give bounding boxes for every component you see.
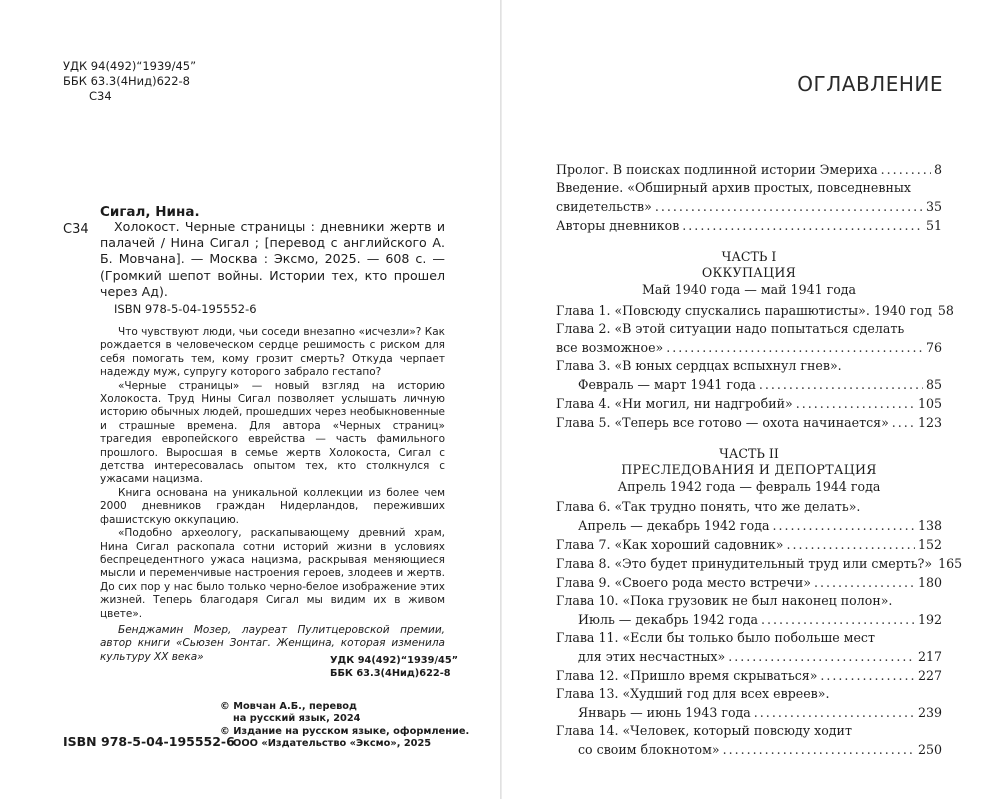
toc-entry [556, 375, 942, 394]
toc-page-number: 35 [925, 199, 942, 214]
toc-entry-title: Пролог. В поисках подлинной истории Эмериха [556, 162, 878, 177]
udk-classification-bottom [330, 655, 458, 680]
copyright-line: ООО «Издательство «Эксмо», 2025 [233, 737, 432, 749]
toc-leader [761, 610, 915, 629]
toc-page-number: 58 [937, 303, 954, 318]
copyright-line: © Мовчан А.Б., перевод [220, 701, 357, 712]
author-mark-side: С34 [63, 222, 89, 237]
copyright-line: на русский язык, 2024 [233, 713, 361, 725]
quote-attribution: Бенджамин Мозер, лауреат Пулитцеровской премии, автор книги «Сьюзен Зонтаг. Женщина, которая изменила культуру XX века» [100, 623, 445, 663]
author-mark: С34 [89, 89, 112, 103]
toc-entry-title: Глава 7. «Как хороший садовник» [556, 537, 784, 552]
isbn-bottom: ISBN 978-5-04-195552-6 [63, 734, 235, 749]
toc-page-number: 8 [933, 162, 942, 177]
toc-leader [682, 216, 923, 235]
toc-leader [892, 413, 915, 432]
part-dates: Май 1940 года — май 1941 года [641, 282, 857, 297]
toc-page-number: 152 [917, 537, 942, 552]
toc-entry-title: Апрель — декабрь 1942 года [578, 518, 770, 533]
part-label: ЧАСТЬ I [721, 249, 777, 264]
biblio-text: Холокост. Черные страницы : дневники жертв и палачей / Нина Сигал ; [перевод с английского А. Б. Мовчана]. — Москва : Эксмо, 2025. — 608 с. — (Громкий шепот войны. Истории тех, кто прошел через Ад). [100, 219, 445, 299]
toc-entry [556, 394, 942, 413]
toc-entry [556, 740, 942, 759]
toc-leader [759, 375, 923, 394]
udk-classification-top [63, 59, 196, 104]
toc-entry [556, 338, 942, 357]
toc-entry [556, 647, 942, 666]
toc-entry-title: Глава 6. «Так трудно понять, что же делать». [556, 499, 861, 514]
toc-entry-title: Глава 13. «Худший год для всех евреев». [556, 686, 830, 701]
toc-page-number: 180 [917, 575, 942, 590]
toc-entry-title: Глава 8. «Это будет принудительный труд или смерть?» [556, 556, 933, 571]
toc-leader [773, 516, 915, 535]
toc-page-number: 239 [917, 705, 942, 720]
toc-leader [728, 647, 915, 666]
toc-entry-title: свидетельств» [556, 199, 652, 214]
toc-page-number: 123 [917, 415, 942, 430]
toc-entry [556, 554, 963, 573]
toc-leader [723, 740, 915, 759]
toc-entry-title: Глава 10. «Пока грузовик не был наконец полон». [556, 593, 893, 608]
toc-leader [796, 394, 915, 413]
toc-page-number: 165 [938, 556, 963, 571]
copyright-line: © Издание на русском языке, оформление. [220, 725, 470, 737]
toc-entry-title: Авторы дневников [556, 218, 680, 233]
toc-entry [556, 573, 942, 592]
toc-leader [814, 573, 915, 592]
toc-entry-title: со своим блокнотом» [578, 742, 720, 757]
toc-entry-title: Глава 9. «Своего рода место встречи» [556, 575, 811, 590]
toc-entry [556, 703, 942, 722]
toc-entry-title: Глава 1. «Повсюду спускались парашютисты». 1940 год [556, 303, 932, 318]
toc-entry [556, 666, 942, 685]
toc-entry-title: Глава 4. «Ни могил, ни надгробий» [556, 396, 793, 411]
toc-page-number: 85 [925, 377, 942, 392]
toc-entry-title: все возможное» [556, 340, 664, 355]
bbk-code: ББК 63.3(4Нид)622-8 [330, 667, 451, 679]
part-label: ЧАСТЬ II [719, 446, 779, 461]
toc-leader [881, 160, 931, 179]
copyright-block [220, 701, 469, 750]
toc-page-number: 250 [917, 742, 942, 757]
toc-entry [556, 516, 942, 535]
toc-entry-title: для этих несчастных» [578, 649, 726, 664]
toc-leader [820, 666, 915, 685]
bibliographic-description [100, 219, 445, 300]
toc-entry [556, 160, 942, 179]
left-page [0, 0, 500, 799]
toc-title: ОГЛАВЛЕНИЕ [797, 72, 943, 96]
toc-entry-title: Глава 12. «Пришло время скрываться» [556, 668, 818, 683]
toc-entry [556, 197, 942, 216]
isbn-line: ISBN 978-5-04-195552-6 [114, 302, 257, 316]
toc-entry [556, 413, 942, 432]
part-dates: Апрель 1942 года — февраль 1944 года [617, 479, 881, 494]
part-title: ОККУПАЦИЯ [701, 265, 797, 280]
toc-entry-title: Глава 14. «Человек, который повсюду ходит [556, 723, 852, 738]
toc-leader [754, 703, 915, 722]
toc-entry [556, 535, 942, 554]
toc-leader [786, 535, 914, 554]
toc-entry-title: Глава 2. «В этой ситуации надо попытаться сделать [556, 321, 905, 336]
toc-entry [556, 301, 954, 320]
toc-entry [556, 216, 942, 235]
toc-entry-title: Январь — июнь 1943 года [578, 705, 751, 720]
toc-entry [556, 610, 942, 629]
toc-leader [666, 338, 923, 357]
annotation-paragraph: Что чувствуют люди, чьи соседи внезапно «исчезли»? Как рождается в человеческом сердце решимость с риском для себя помогать тем, кому грозит смерть? Откуда черпает надежду муж, супругу которого забрало гестапо? [100, 326, 445, 379]
toc-page-number: 138 [917, 518, 942, 533]
annotation-paragraph: «Черные страницы» — новый взгляд на историю Холокоста. Труд Нины Сигал позволяет услышать личную историю обычных людей, прошедших через необыкновенные и страшные времена. Для автора «Черных страниц» трагедия европейского еврейства — часть фамильного прошлого. Выросшая в семье жертв Холокоста, Сигал с детства интересовалась опытом тех, кто столкнулся с ужасами нацизма. [100, 379, 445, 486]
toc-entry-title: Глава 5. «Теперь все готово — охота начинается» [556, 415, 889, 430]
toc-entry-title: Глава 11. «Если бы только было побольше мест [556, 630, 875, 645]
toc-page-number: 105 [917, 396, 942, 411]
toc-page-number: 51 [925, 218, 942, 233]
toc-page-number: 227 [917, 668, 942, 683]
toc-page-number: 192 [917, 612, 942, 627]
bbk-code: ББК 63.3(4Нид)622-8 [63, 74, 190, 88]
toc-entry-title: Глава 3. «В юных сердцах вспыхнул гнев». [556, 358, 842, 373]
annotation-paragraph: Книга основана на уникальной коллекции из более чем 2000 дневников граждан Нидерландов, переживших фашистскую оккупацию. [100, 486, 445, 526]
toc-page-number: 217 [917, 649, 942, 664]
annotation [100, 326, 445, 664]
toc-page-number: 76 [925, 340, 942, 355]
part-title: ПРЕСЛЕДОВАНИЯ И ДЕПОРТАЦИЯ [621, 462, 877, 477]
annotation-paragraph: «Подобно археологу, раскапывающему древний храм, Нина Сигал раскопала сотни историй жизни в условиях беспрецедентного ужаса нацизма, раскрывая меняющиеся мысли и переменчивые настроения героев, злодеев и жертв. До сих пор у нас было только черно-белое изображение этих жизней. Теперь благодаря Сигал мы видим их в живом цвете». [100, 527, 445, 620]
udk-code: УДК 94(492)“1939/45” [330, 655, 459, 666]
table-of-contents [556, 160, 963, 759]
toc-entry-title: Июль — декабрь 1942 года [578, 612, 758, 627]
toc-entry-title: Введение. «Обширный архив простых, повседневных [556, 180, 911, 195]
right-page [502, 0, 1007, 799]
author-heading: Сигал, Нина. [100, 204, 200, 220]
toc-entry-title: Февраль — март 1941 года [578, 377, 756, 392]
udk-code: УДК 94(492)“1939/45” [63, 59, 197, 73]
toc-leader [655, 197, 923, 216]
